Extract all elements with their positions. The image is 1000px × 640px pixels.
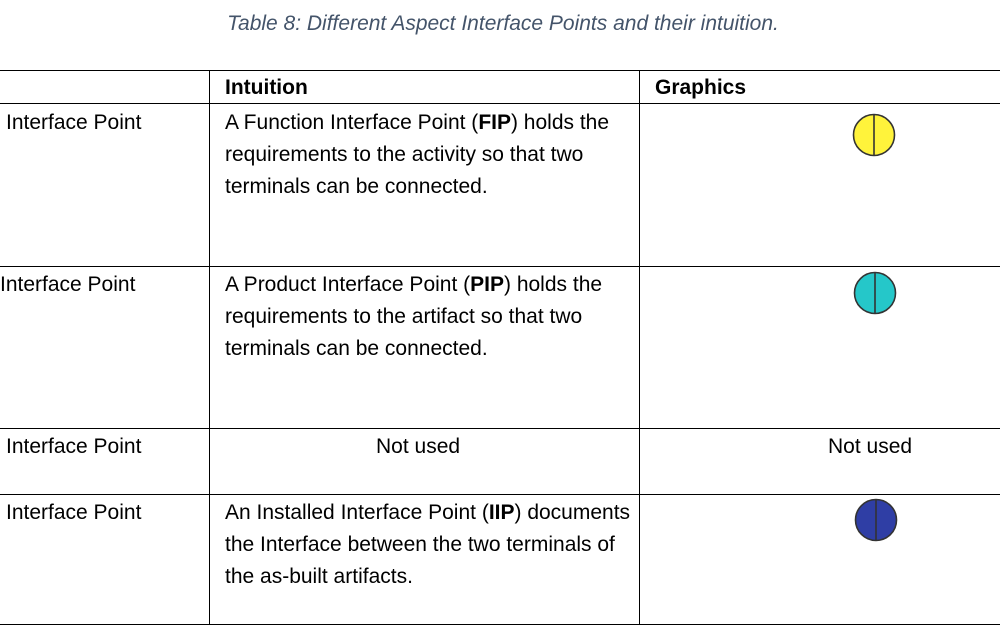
row-name: Interface Point	[6, 111, 142, 134]
table-bottom-rule	[0, 624, 1000, 625]
intuition-not-used: Not used	[376, 435, 461, 458]
row-intuition: A Product Interface Point (PIP) holds the requirements to the artifact so that two terminals can be connected.	[225, 273, 603, 360]
table-caption: Table 8: Different Aspect Interface Points and their intuition.	[227, 12, 779, 35]
row-intuition: An Installed Interface Point (IIP) documents the Interface between the two terminals of the as-built artifacts.	[225, 501, 631, 588]
fip-symbol-icon	[852, 113, 896, 157]
header-rule	[0, 103, 1000, 104]
graphics-not-used: Not used	[828, 435, 913, 458]
header-graphics: Graphics	[655, 76, 747, 99]
header-intuition: Intuition	[225, 76, 308, 99]
iip-symbol-icon	[854, 498, 898, 542]
pip-symbol-icon	[853, 271, 897, 315]
row-divider	[0, 428, 1000, 429]
row-intuition: A Function Interface Point (FIP) holds the requirements to the activity so that two terminals can be connected.	[225, 111, 610, 198]
row-name: Interface Point	[6, 501, 142, 524]
table-top-rule	[0, 70, 1000, 71]
column-divider	[639, 70, 640, 624]
row-name: Interface Point	[6, 435, 142, 458]
row-name: Interface Point	[0, 273, 136, 296]
row-divider	[0, 266, 1000, 267]
column-divider	[209, 70, 210, 624]
row-divider	[0, 494, 1000, 495]
